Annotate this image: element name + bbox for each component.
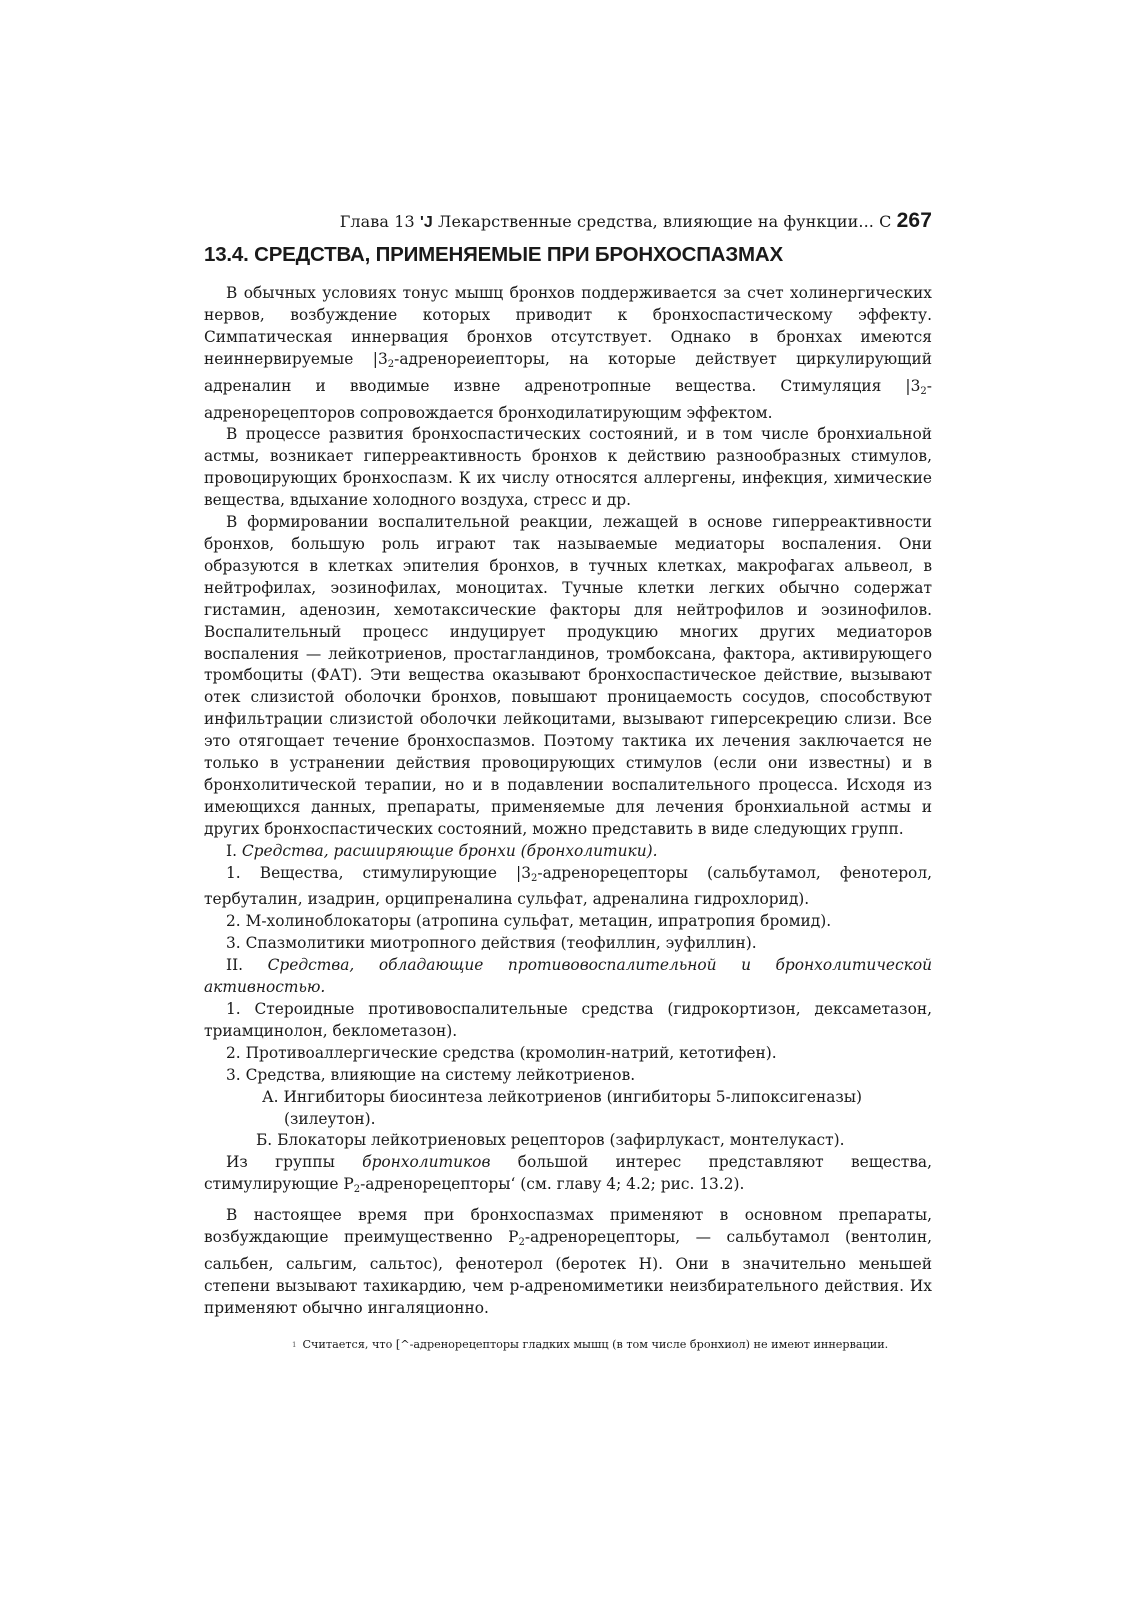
paragraph-1: В обычных условиях тонус мышц бронхов поддерживается за счет холинергических нервов, возбуждение которых приводит к бронхоспастическому эффекту. Симпатическая иннервация бронхов отсутствует. Однако в бронхах имеются неиннервируемые $|3_2$-адренореиепторы, на которые действует циркулирующий адреналин и вводимые извне адренотропные вещества. Стимуляция $|3_2$-адренорецепторов сопровождается бронходилатирующим эффектом. — [204, 284, 932, 422]
paragraph-3: В формировании воспалительной реакции, лежащей в основе гиперреактивности бронхов, большую роль играют так называемые медиаторы воспаления. Они образуются в клетках эпителия бронхов, в тучных клетках, макрофагах альвеол, в нейтрофилах, эозинофилах, моноцитах. Тучные клетки легких обычно содержат гистамин, аденозин, хемотаксические факторы для нейтрофилов и эозинофилов. Воспалительный процесс индуцирует продукцию многих других медиаторов воспаления — лейкотриенов, простагландинов, тромбоксана, фактора, активирующего тромбоциты (ФАТ). Эти вещества оказывают бронхоспастическое действие, вызывают отек слизистой оболочки бронхов, повышают проницаемость сосудов, способствуют инфильтрации слизистой оболочки лейкоцитами, вызывают гиперсекрецию слизи. Все это отягощает течение бронхоспазмов. Поэтому тактика их лечения заключается не только в устранении действия провоцирующих стимулов (если они известны) и в бронхолитической терапии, но и в подавлении воспалительного процесса. Исходя из имеющихся данных, препараты, применяемые для лечения бронхиальной астмы и других бронхоспастических состояний, можно представить в виде следующих групп. — [204, 513, 932, 838]
section-title: 13.4. СРЕДСТВА, ПРИМЕНЯЕМЫЕ ПРИ БРОНХОСПАЗМАХ — [204, 243, 784, 266]
running-head — [204, 208, 932, 236]
group-2-heading: II. Средства, обладающие противовоспалительной и бронхолитической активностью. — [204, 956, 932, 997]
group-1-item-2: 2. М-холиноблокаторы (атропина сульфат, метацин, ипратропия бромид). — [226, 912, 832, 931]
group-2-item-1: 1. Стероидные противовоспалительные средства (гидрокортизон, дексаметазон, триамцинолон, беклометазон). — [204, 1000, 932, 1040]
group-2-item-3b: Б. Блокаторы лейкотриеновых рецепторов (зафирлукаст, монтелукаст). — [256, 1131, 845, 1150]
footnote-text: Считается, что [^-адренорецепторы гладких мышц (в том числе бронхиол) не имеют иннервации. — [302, 1338, 889, 1351]
running-head-separator: 'J — [419, 214, 433, 231]
group-2-item-3a: А. Ингибиторы биосинтеза лейкотриенов (ингибиторы 5-липоксигеназы) (зилеутон). — [262, 1087, 863, 1128]
group-1-heading: I. Средства, расширяющие бронхи (бронхолитики). — [226, 841, 658, 860]
footnote — [292, 1337, 932, 1353]
group-1-item-3: 3. Спазмолитики миотропного действия (теофиллин, эуфиллин). — [226, 934, 757, 953]
group-1-item-1: 1. Вещества, стимулирующие $|3_2$-адренорецепторы (сальбутамол, фенотерол, тербуталин, изадрин, орципреналина сульфат, адреналина гидрохлорид). — [204, 863, 932, 909]
body-text — [204, 283, 932, 1320]
chapter-label: Глава 13 — [339, 212, 420, 231]
chapter-title: Лекарственные средства, влияющие на функции... С — [432, 212, 897, 231]
group-2-item-3: 3. Средства, влияющие на систему лейкотриенов. — [226, 1065, 636, 1084]
page-content — [204, 208, 932, 1320]
footnote-mark: 1 — [292, 1341, 297, 1349]
paragraph-5: В настоящее время при бронхоспазмах применяют в основном препараты, возбуждающие преимущественно $Р_2$-адренорецепторы, — сальбутамол (вентолин, сальбен, сальгим, сальтос), фенотерол (беротек Н). Они в значительно меньшей степени вызывают тахикардию, чем р-адреномиметики неизбирательного действия. Их применяют обычно ингаляционно. — [204, 1206, 932, 1317]
paragraph-2: В процессе развития бронхоспастических состояний, и в том числе бронхиальной астмы, возникает гиперреактивность бронхов к действию разнообразных стимулов, провоцирующих бронхоспазм. К их числу относятся аллергены, инфекция, химические вещества, вдыхание холодного воздуха, стресс и др. — [204, 425, 932, 510]
page-number: 267 — [896, 209, 932, 232]
group-2-item-2: 2. Противоаллергические средства (кромолин-натрий, кетотифен). — [226, 1043, 777, 1062]
paragraph-4: Из группы бронхолитиков большой интерес представляют вещества, стимулирующие $Р_2-адренорецепторы‘$ (см. главу 4; 4.2; рис. 13.2). — [204, 1153, 932, 1196]
